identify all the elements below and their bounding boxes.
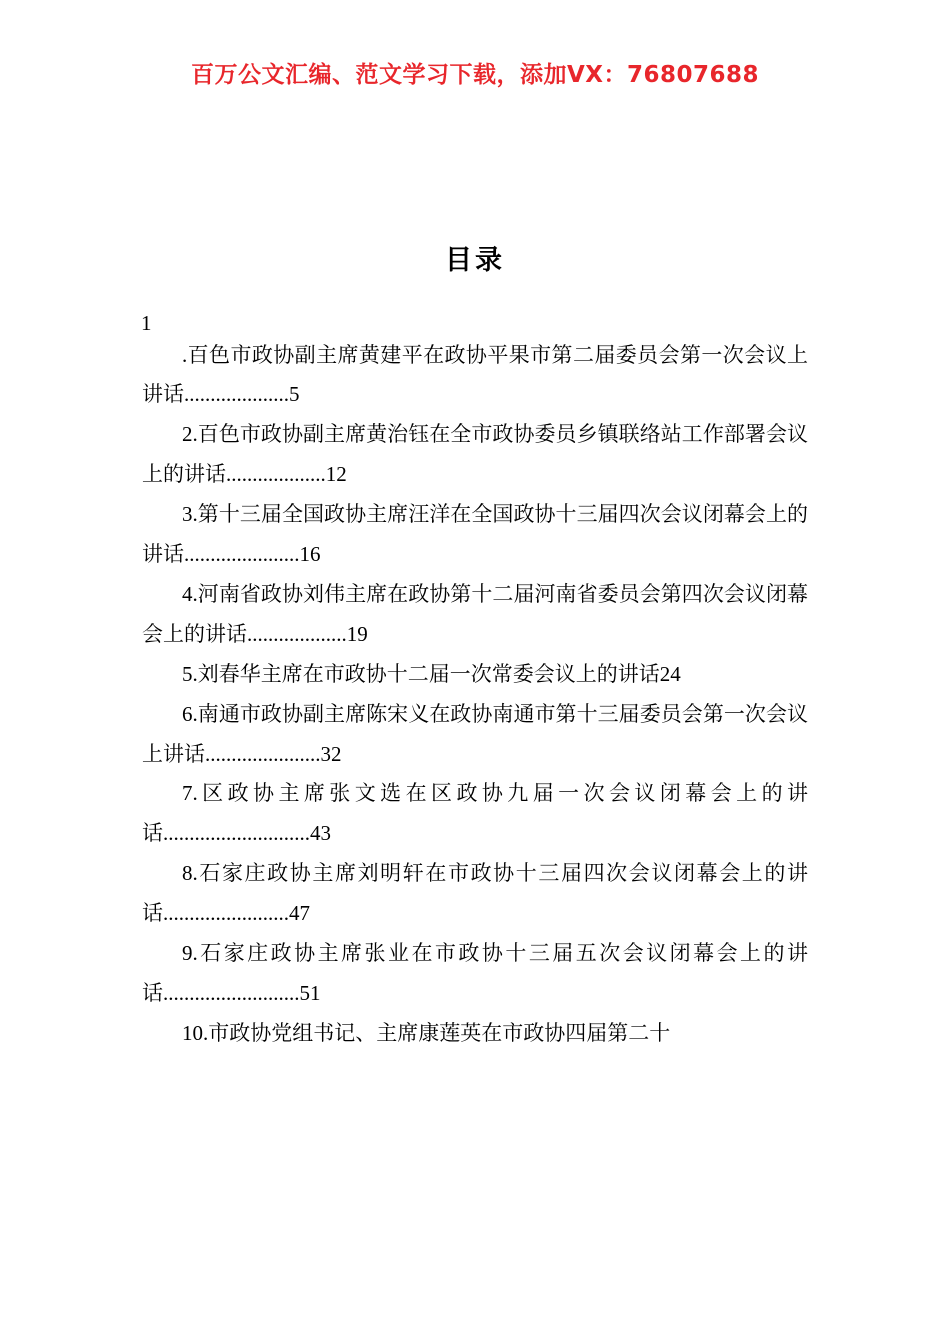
toc-leader-dots: ................... [226,462,326,487]
toc-leader-dots: ........................ [163,901,289,926]
table-of-contents [0,310,950,1054]
toc-leader-dots: ................... [247,621,347,646]
toc-page-number: 24 [659,661,681,686]
toc-page-number: 12 [325,462,347,487]
toc-entry[interactable] [142,1014,808,1054]
toc-entry-label: 10.市政协党组书记、主席康莲英在市政协四届第二十 [182,1020,671,1045]
toc-entry[interactable] [142,495,808,575]
toc-page-number: 19 [346,621,368,646]
toc-page-number: 32 [320,741,342,766]
toc-entry-label: 3.第十三届全国政协主席汪洋在全国政协十三届四次会议闭幕会上的讲话 [142,502,808,567]
toc-entry-label: 5.刘春华主席在市政协十二届一次常委会议上的讲话 [182,661,660,686]
toc-entry[interactable] [142,695,808,775]
toc-page-number: 16 [299,542,321,567]
toc-leader-dots: .................... [184,382,289,407]
page-title: 目录 [445,244,505,276]
toc-entry[interactable] [142,854,808,934]
toc-lead-number: 1 [141,310,152,335]
toc-leader-dots: .......................... [163,980,300,1005]
toc-page-number: 43 [310,821,331,846]
toc-entry[interactable] [142,934,808,1014]
toc-entry[interactable] [142,774,808,854]
toc-entry-label: 7.区政协主席张文选在区政协九届一次会议闭幕会上的讲话 [142,781,808,846]
toc-entry-label: 8.石家庄政协主席刘明轩在市政协十三届四次会议闭幕会上的讲话 [142,861,808,926]
toc-entry-label: .百色市政协副主席黄建平在政协平果市第二届委员会第一次会议上讲话 [142,342,808,407]
toc-leader-dots: ............................ [163,821,310,846]
toc-entry-label: 9.石家庄政协主席张业在市政协十三届五次会议闭幕会上的讲话 [142,940,808,1005]
watermark-banner: 百万公文汇编、范文学习下载，添加VX：76807688 [190,62,760,88]
toc-entry[interactable] [142,336,808,416]
toc-page-number: 51 [299,980,321,1005]
toc-entry[interactable] [142,575,808,655]
toc-entry-label: 6.南通市政协副主席陈宋义在政协南通市第十三届委员会第一次会议上讲话 [142,701,808,766]
toc-entry-label: 2.百色市政协副主席黄治钰在全市政协委员乡镇联络站工作部署会议上的讲话 [142,422,808,487]
toc-leader-dots: ...................... [184,542,300,567]
toc-entry-label: 4.河南省政协刘伟主席在政协第十二届河南省委员会第四次会议闭幕会上的讲话 [142,581,808,646]
toc-leader-dots: ...................... [205,741,321,766]
toc-page-number: 5 [289,382,300,407]
toc-entry[interactable] [142,655,808,695]
toc-entry[interactable] [142,415,808,495]
toc-page-number: 47 [289,901,310,926]
